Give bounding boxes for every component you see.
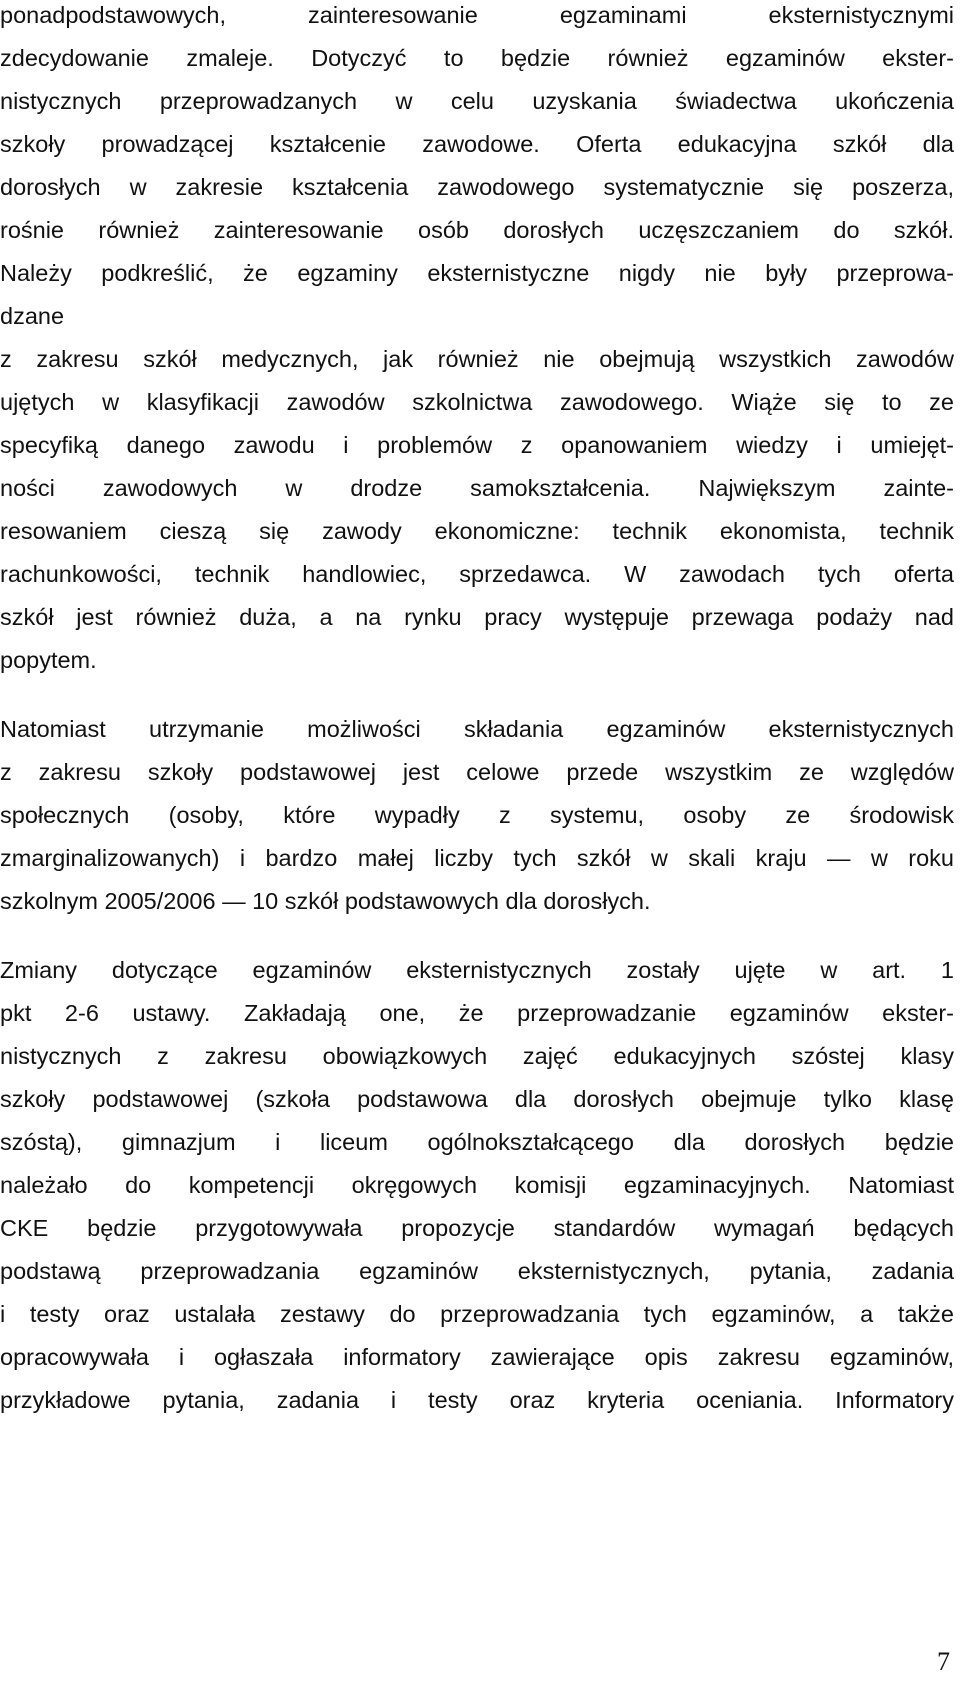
text-line: zdecydowanie zmaleje. Dotyczyć to będzie również egzaminów ekster-: [0, 45, 954, 71]
page-number: 7: [937, 1647, 950, 1676]
text-line: i testy oraz ustalała zestawy do przeprowadzania tych egzaminów, a także: [0, 1301, 954, 1327]
text-line: szkolnym 2005/2006 — 10 szkół podstawowych dla dorosłych.: [0, 888, 651, 914]
text-line: dzane: [0, 303, 65, 329]
text-line: z zakresu szkoły podstawowej jest celowe przede wszystkim ze względów: [0, 759, 954, 785]
text-line: resowaniem cieszą się zawody ekonomiczne: technik ekonomista, technik: [0, 518, 954, 544]
text-line: rośnie również zainteresowanie osób dorosłych uczęszczaniem do szkół.: [0, 217, 954, 243]
text-line: specyfiką danego zawodu i problemów z opanowaniem wiedzy i umiejęt-: [0, 432, 954, 458]
text-line: szkół jest również duża, a na rynku pracy występuje przewaga podaży nad: [0, 604, 954, 630]
text-line: opracowywała i ogłaszała informatory zawierające opis zakresu egzaminów,: [0, 1344, 954, 1370]
text-line: Natomiast utrzymanie możliwości składania egzaminów eksternistycznych: [0, 716, 954, 742]
text-line: ponadpodstawowych, zainteresowanie egzaminami eksternistycznymi: [0, 2, 954, 28]
text-line: ności zawodowych w drodze samokształcenia. Największym zainte-: [0, 475, 954, 501]
text-line: ujętych w klasyfikacji zawodów szkolnictwa zawodowego. Wiąże się to ze: [0, 389, 954, 415]
text-line: zmarginalizowanych) i bardzo małej liczby tych szkół w skali kraju — w roku: [0, 845, 954, 871]
text-line: przykładowe pytania, zadania i testy oraz kryteria oceniania. Informatory: [0, 1387, 954, 1413]
text-line: z zakresu szkół medycznych, jak również nie obejmują wszystkich zawodów: [0, 346, 954, 372]
text-line: należało do kompetencji okręgowych komisji egzaminacyjnych. Natomiast: [0, 1172, 954, 1198]
text-line: szkoły podstawowej (szkoła podstawowa dla dorosłych obejmuje tylko klasę: [0, 1086, 954, 1112]
text-line: dorosłych w zakresie kształcenia zawodowego systematycznie się poszerza,: [0, 174, 954, 200]
text-line: CKE będzie przygotowywała propozycje standardów wymagań będących: [0, 1215, 954, 1241]
text-line: nistycznych z zakresu obowiązkowych zajęć edukacyjnych szóstej klasy: [0, 1043, 954, 1069]
text-line: Zmiany dotyczące egzaminów eksternistycznych zostały ujęte w art. 1: [0, 957, 954, 983]
text-line: Należy podkreślić, że egzaminy eksternistyczne nigdy nie były przeprowa-: [0, 260, 954, 286]
text-line: popytem.: [0, 647, 97, 673]
text-line: rachunkowości, technik handlowiec, sprzedawca. W zawodach tych oferta: [0, 561, 954, 587]
text-line: społecznych (osoby, które wypadły z systemu, osoby ze środowisk: [0, 802, 954, 828]
text-line: nistycznych przeprowadzanych w celu uzyskania świadectwa ukończenia: [0, 88, 954, 114]
text-line: pkt 2-6 ustawy. Zakładają one, że przeprowadzanie egzaminów ekster-: [0, 1000, 954, 1026]
text-line: szóstą), gimnazjum i liceum ogólnokształcącego dla dorosłych będzie: [0, 1129, 954, 1155]
text-line: podstawą przeprowadzania egzaminów eksternistycznych, pytania, zadania: [0, 1258, 954, 1284]
text-line: szkoły prowadzącej kształcenie zawodowe. Oferta edukacyjna szkół dla: [0, 131, 954, 157]
